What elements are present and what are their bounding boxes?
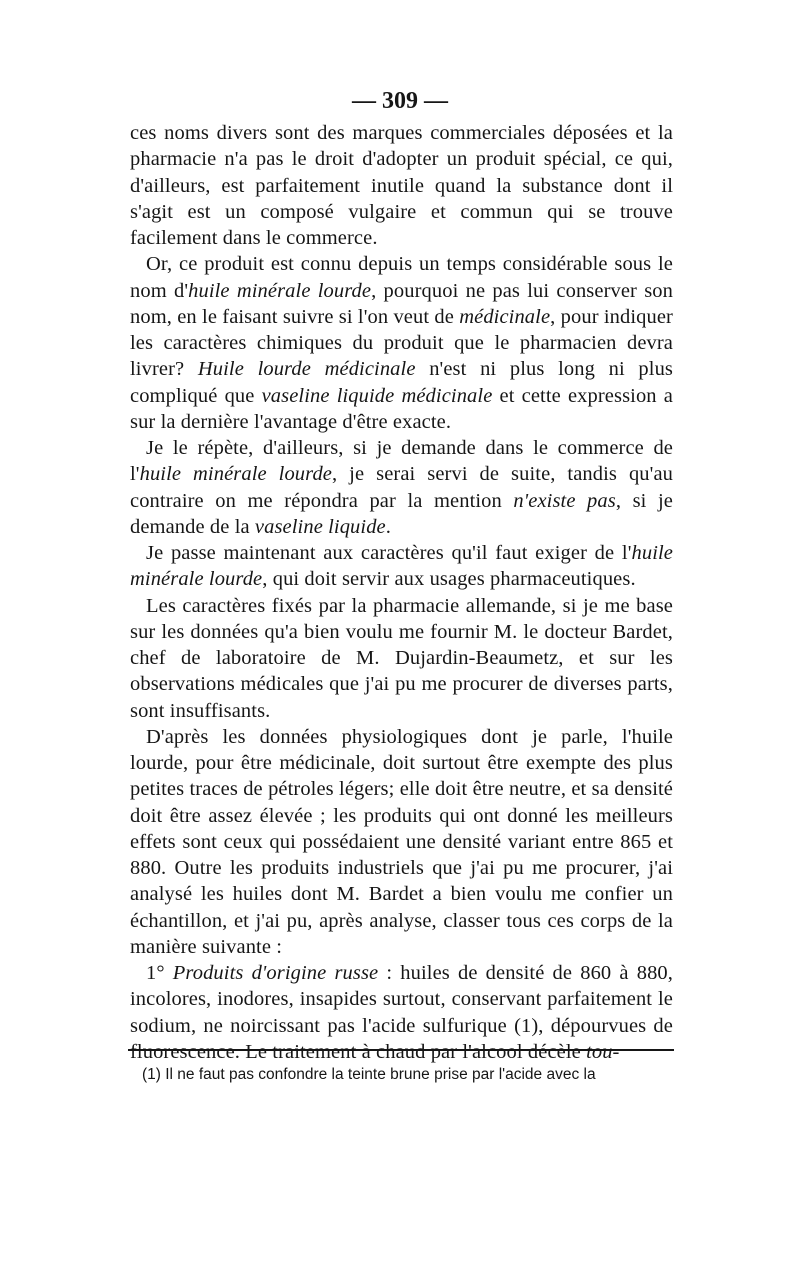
footnote-rule [128, 1049, 674, 1051]
italic-term: tou- [586, 1040, 620, 1063]
paragraph: Les caractères fixés par la pharmacie allemande, si je me base sur les données qu'a bien voulu me fournir M. le docteur Bardet, chef de laboratoire de M. Dujardin-Beaumetz, et sur les observations médicales que j'ai pu me procurer de diverses parts, sont insuffisants. [130, 594, 673, 722]
footnote: (1) Il ne faut pas confondre la teinte brune prise par l'acide avec la [142, 1066, 596, 1083]
paragraph: D'après les données physiologiques dont je parle, l'huile lourde, pour être médicinale, doit surtout être exempte des plus petites traces de pétroles légers; elle doit être neutre, et sa densité doit être assez élevée ; les produits qui ont donné les meilleurs effets sont ceux qui possédaient une densité variant entre 865 et 880. Outre les produits industriels que j'ai pu me procurer, j'ai analysé les huiles dont M. Bardet a bien voulu me confier un échantillon, et j'ai pu, après analyse, classer tous ces corps de la manière suivante : [130, 725, 673, 958]
italic-term: huile minérale lourde [139, 463, 333, 486]
page-number: — 309 — [352, 88, 448, 114]
paragraph: Or, ce produit est connu depuis un temps considérable sous le nom d'huile minérale lourde, pourquoi ne pas lui conserver son nom, en le faisant suivre si l'on veut de médicinale, pour indiquer les caractères chimiques du produit que le pharmacien devra livrer? Huile lourde médicinale n'est ni plus long ni plus compliqué que vaseline liquide médicinale et cette expression a sur la dernière l'avantage d'être exacte. [130, 253, 673, 433]
italic-term: médicinale [459, 305, 551, 328]
paragraph: Je le répète, d'ailleurs, si je demande dans le commerce de l'huile minérale lourde, je serai servi de suite, tandis qu'au contraire on me répondra par la mention n'existe pas, si je demande de la vaseline liquide. [130, 437, 673, 538]
italic-term: huile minérale lourde [130, 542, 673, 591]
italic-term: n'existe pas [513, 489, 616, 512]
italic-term: vaseline liquide [254, 515, 386, 538]
italic-term: Produits d'origine russe [172, 962, 379, 984]
body-text [130, 120, 673, 1065]
paragraph: 1° Produits d'origine russe : huiles de densité de 860 à 880, incolores, inodores, insapides surtout, conservant parfaitement le sodium, ne noircissant pas l'acide sulfurique (1), dépourvues de fluorescence. Le traitement à chaud par l'alcool décèle tou- [130, 962, 673, 1063]
paragraph: ces noms divers sont des marques commerciales déposées et la pharmacie n'a pas le droit d'adopter un produit spécial, ce qui, d'ailleurs, est parfaitement inutile quand la substance dont il s'agit est un composé vulgaire et commun qui se trouve facilement dans le commerce. [130, 122, 673, 249]
italic-term: Huile lourde médicinale [197, 358, 416, 381]
italic-term: vaseline liquide médicinale [261, 384, 493, 407]
paragraph: Je passe maintenant aux caractères qu'il faut exiger de l'huile minérale lourde, qui doit servir aux usages pharmaceutiques. [130, 542, 673, 591]
italic-term: huile minérale lourde [188, 279, 372, 302]
